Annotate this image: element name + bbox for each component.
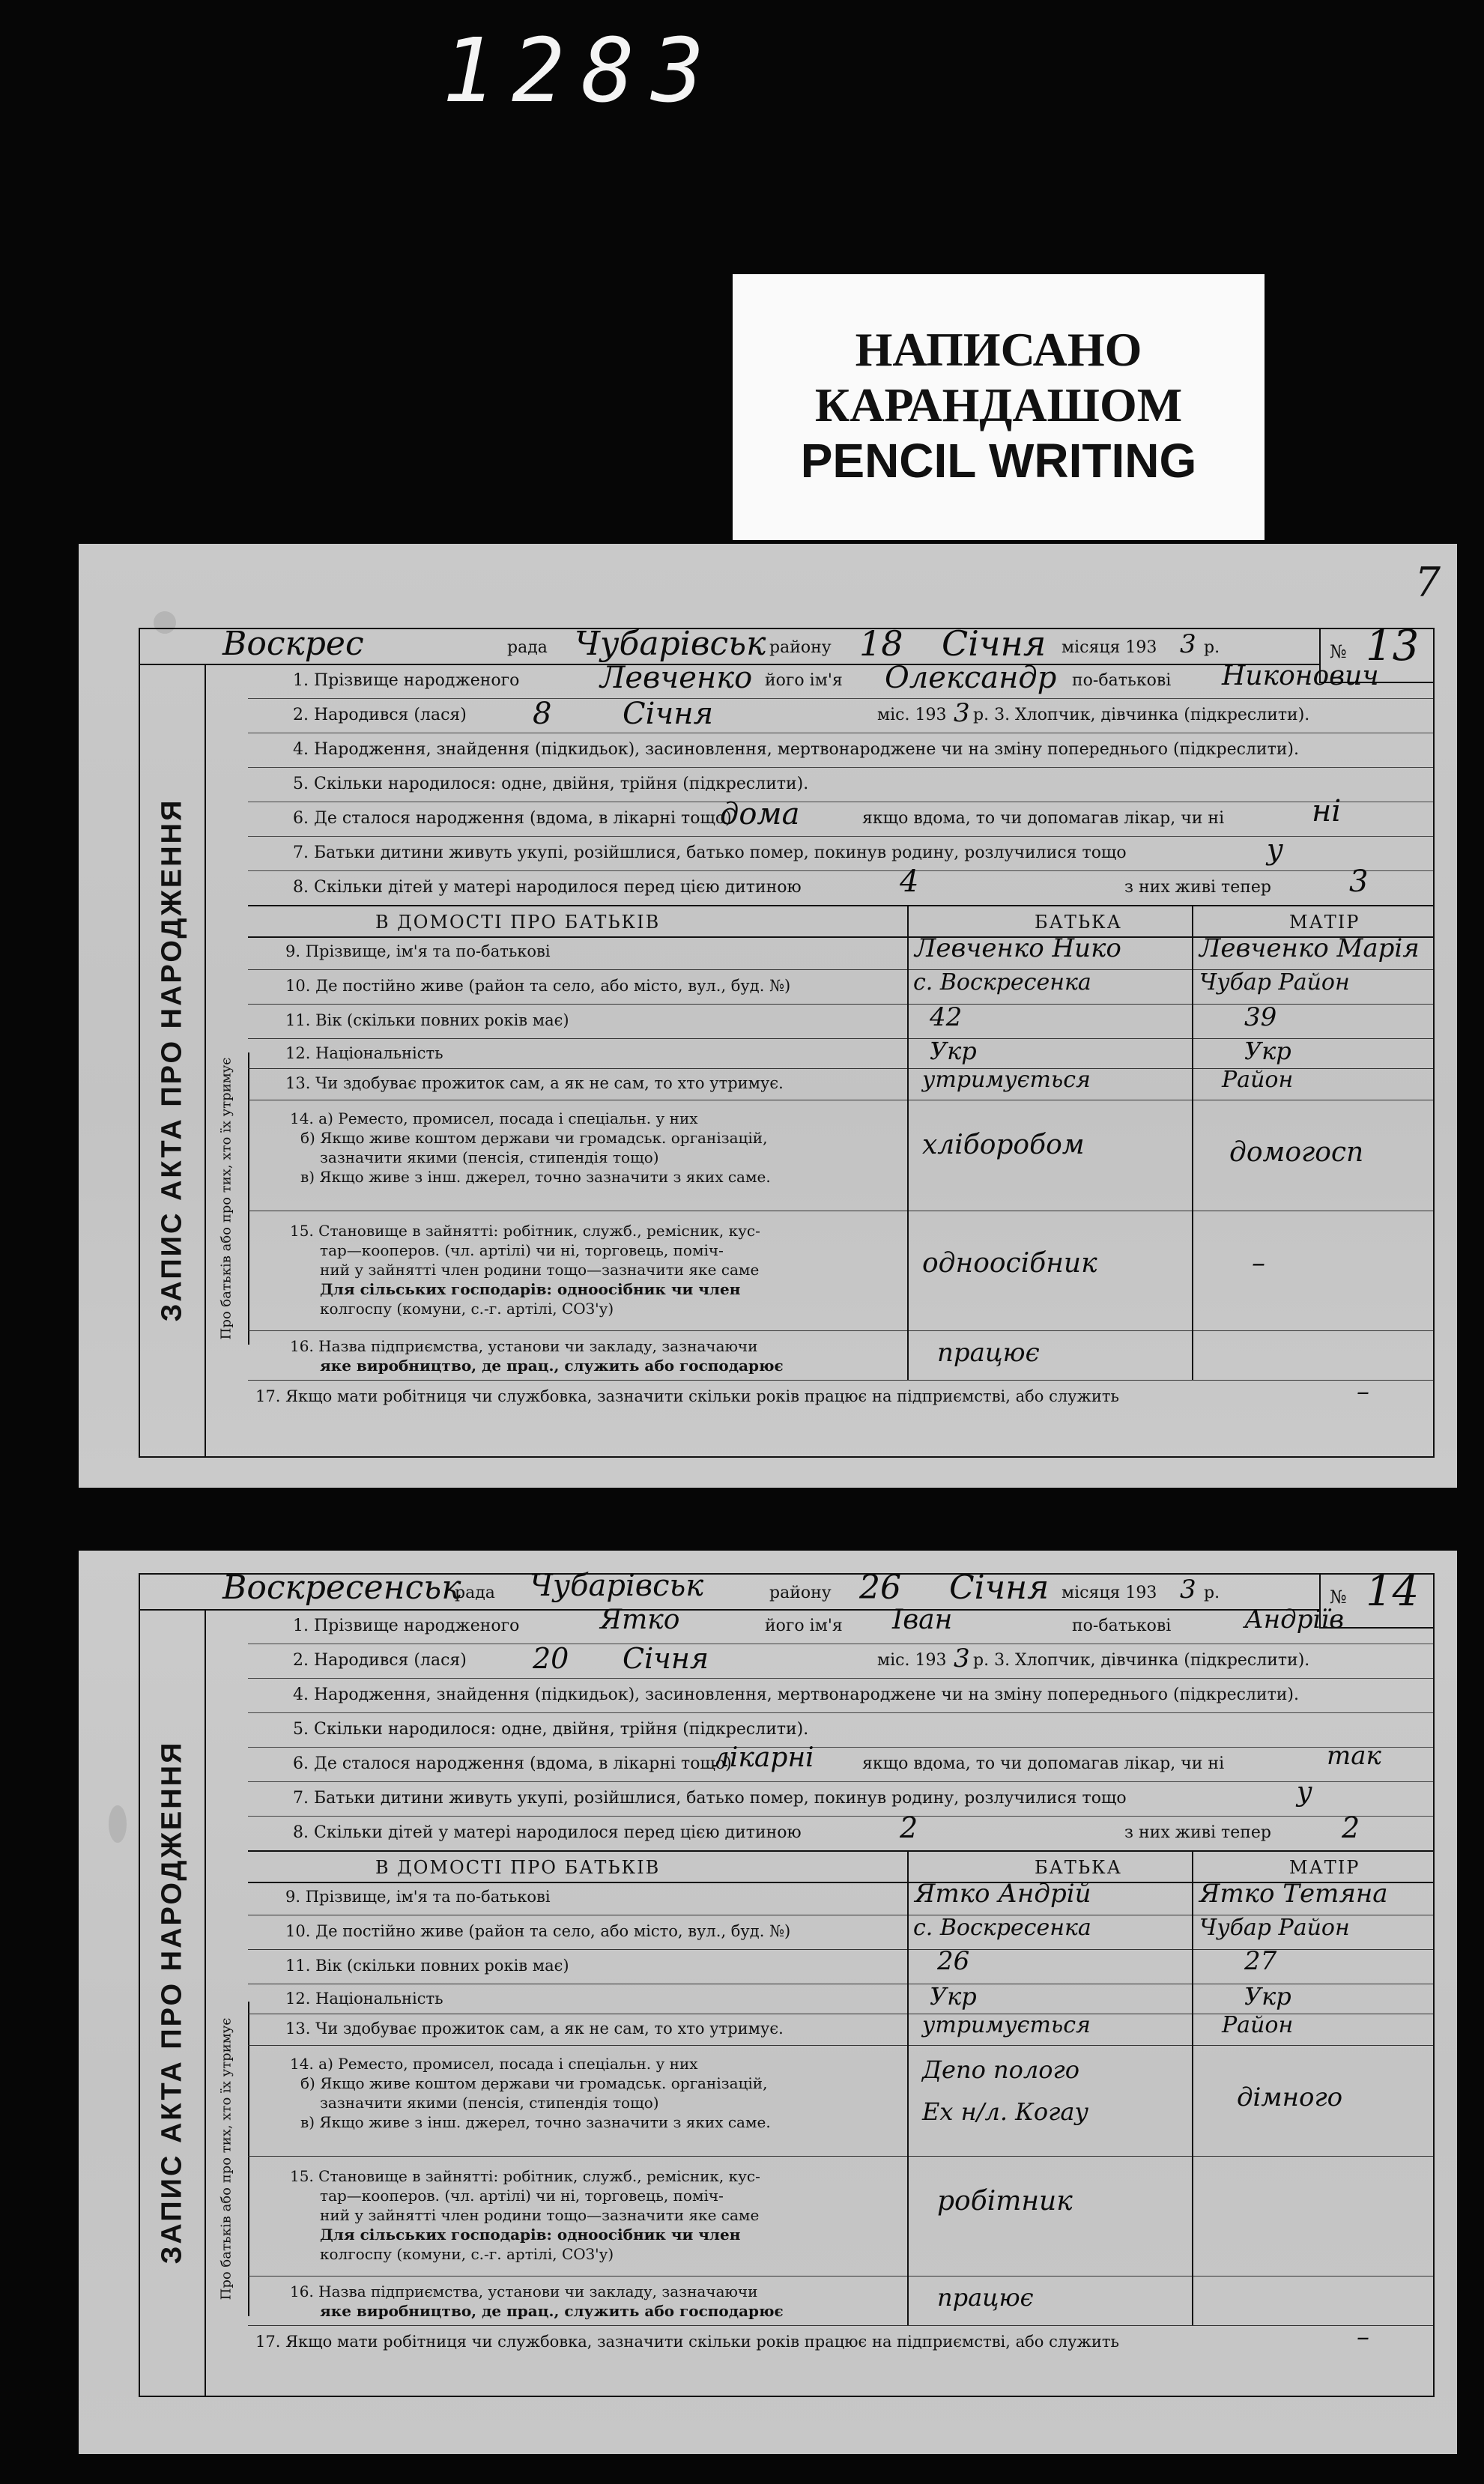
mother-name: Ятко Тетяна [1199,1879,1388,1909]
birth-record-form-13 [139,622,1435,1458]
raion-value: Чубарівськ [530,1569,704,1603]
row-13-label: 13. Чи здобуває прожиток сам, а як не сам, то хто утримує. [285,1074,784,1092]
reg-year-digit: 3 [1180,1575,1196,1605]
born-year-digit: 3 [954,1644,970,1673]
row-12 [248,1984,1433,2014]
record-header [140,1567,1433,1616]
children-alive: 3 [1349,864,1369,899]
row-15c: ний у зайнятті член родини тощо—зазначити яке саме [320,1261,760,1279]
col-divider [907,1068,909,1100]
child-patronymic: Андріїв [1244,1605,1344,1635]
line-4-label: 4. Народження, знайдення (підкидьок), засиновлення, мертвонароджене чи на зміну попереднього (підкреслити). [293,1685,1299,1704]
line-7-label: 7. Батьки дитини живуть укупі, розійшлися, батько помер, покинув родину, розлучилися тощо [293,1789,1127,1808]
row-16a: 16. Назва підприємства, установи чи закладу, зазначаючи [290,1337,758,1355]
mother-header: МАТІР [1289,1857,1360,1878]
born-day: 20 [533,1642,569,1675]
line-6-label: 6. Де сталося народження (вдома, в лікарні тощо) [293,1754,732,1773]
row-15 [248,2156,1433,2277]
line-5-label: 5. Скільки народилося: одне, двійня, трійня (підкреслити). [293,775,809,793]
col-divider [907,2045,909,2156]
side-title [140,664,206,1456]
mother-occupation: дімного [1237,2082,1343,2112]
line-6 [248,794,1433,837]
pencil-writing-stamp [733,274,1265,540]
col-divider [1192,1880,1193,1915]
frame-number: 1283 [442,19,721,122]
birth-record-sheet-top [79,544,1457,1488]
row-17 [248,2322,1433,2355]
mother-column-divider [1192,906,1193,936]
reg-month: Січня [949,1569,1050,1607]
row-9-label: 9. Прізвище, ім'я та по-батькові [285,1888,551,1906]
record-number: 14 [1366,1567,1420,1616]
row-13 [248,1068,1433,1100]
born-year-digit: 3 [954,698,970,728]
born-month: Січня [623,697,714,731]
row-12-label: 12. Національність [285,1990,443,2008]
line-8-label: 8. Скільки дітей у матері народилося перед цією дитиною [293,878,802,897]
line-5 [248,1712,1433,1748]
father-name: Левченко Нико [915,933,1121,963]
record-number: 13 [1366,622,1420,670]
born-day: 8 [533,697,552,731]
mother-status: – [1252,1248,1265,1279]
col-divider [907,1100,909,1211]
row-11-label: 11. Вік (скільки повних років має) [285,1011,569,1029]
month-label: місяця 193 [1061,638,1157,657]
row-14-labels [290,1109,771,1187]
line-2 [248,1644,1433,1679]
mother-address: Чубар Район [1199,969,1350,996]
col-divider [1192,1068,1193,1100]
line-2-mis: міс. 193 [877,1651,947,1670]
reg-year-digit: 3 [1180,629,1196,659]
row-9-label: 9. Прізвище, ім'я та по-батькові [285,942,551,960]
col-divider [1192,935,1193,969]
row-14a: 14. а) Реместо, промисел, посада і спеціальн. у них [290,2055,698,2073]
line-1-patr-label: по-батькові [1072,1617,1172,1635]
mother-name: Левченко Марія [1199,933,1420,963]
father-column-divider [907,906,909,936]
year-suffix: р. [1204,1584,1220,1602]
raion-label: району [769,1584,832,1602]
side-subtitle [205,2002,249,2316]
row-16 [248,2276,1433,2326]
col-divider [907,1004,909,1038]
reg-month: Січня [942,623,1047,664]
row-14 [248,1100,1433,1211]
section-title: В ДОМОСТІ ПРО БАТЬКІВ [375,912,661,933]
side-title [140,1609,206,2396]
line-6-tail: якщо вдома, то чи допомагав лікар, чи ні [862,809,1225,828]
line-5 [248,767,1433,802]
line-8 [248,864,1433,906]
col-divider [1192,1330,1193,1380]
col-divider [907,1949,909,1984]
col-divider [907,1038,909,1068]
row-10-label: 10. Де постійно живе (район та село, або місто, вул., буд. №) [285,1922,791,1940]
record-header [140,622,1433,670]
row-15e: колгоспу (комуни, с.-г. артілі, СОЗ'у) [320,1300,614,1318]
line-8-tail: з них живі тепер [1124,1823,1271,1842]
row-17-label: 17. Якщо мати робітниця чи службовка, зазначити скільки років працює на підприємстві, або служить [255,1387,1119,1405]
mother-nationality: Укр [1244,1982,1291,2011]
row-12 [248,1038,1433,1069]
child-name: Іван [892,1605,953,1635]
mother-address: Чубар Район [1199,1915,1350,1941]
col-divider [907,1915,909,1949]
doctor-answer: так [1327,1741,1381,1771]
birth-place: дома [720,797,800,831]
row-15d: Для сільських господарів: одноосібник чи член [320,1280,741,1298]
parents-answer: у [1267,833,1284,866]
line-2-tail: р. 3. Хлопчик, дівчинка (підкреслити). [973,706,1310,724]
year-suffix: р. [1204,638,1220,657]
row-14b: б) Якщо живе коштом держави чи громадськ. організацій, [300,1129,768,1147]
side-subtitle-text: Про батьків або про тих, хто їх утримує [218,1057,234,1340]
side-subtitle-text: Про батьків або про тих, хто їх утримує [218,2017,234,2300]
father-status: одноосібник [922,1248,1097,1279]
row-15e: колгоспу (комуни, с.-г. артілі, СОЗ'у) [320,2245,614,2263]
mother-support: Район [1222,1067,1294,1093]
row-14b2: зазначити якими (пенсія, стипендія тощо) [320,1148,659,1166]
col-divider [907,935,909,969]
line-2-label: 2. Народився (лася) [293,706,467,724]
col-divider [907,969,909,1004]
birth-record-form-14 [139,1567,1435,2397]
row-13-label: 13. Чи здобуває прожиток сам, а як не сам, то хто утримує. [285,2020,784,2038]
row-10 [248,969,1433,1005]
col-divider [1192,2014,1193,2045]
mother-age: 39 [1244,1002,1277,1032]
line-2-tail: р. 3. Хлопчик, дівчинка (підкреслити). [973,1651,1310,1670]
row-14c: в) Якщо живе з інш. джерел, точно зазначити з яких саме. [300,2113,771,2131]
born-month: Січня [623,1642,709,1675]
row-13 [248,2014,1433,2046]
rada-label: рада [455,1584,495,1602]
line-8-label: 8. Скільки дітей у матері народилося перед цією дитиною [293,1823,802,1842]
parents-answer: у [1297,1777,1312,1808]
row-10-label: 10. Де постійно живе (район та село, або місто, вул., буд. №) [285,977,791,995]
line-5-label: 5. Скільки народилося: одне, двійня, трійня (підкреслити). [293,1720,809,1739]
child-patronymic: Никонович [1222,661,1379,691]
row-16a: 16. Назва підприємства, установи чи закладу, зазначаючи [290,2282,758,2300]
father-age: 42 [930,1002,963,1032]
line-2-label: 2. Народився (лася) [293,1651,467,1670]
children-before: 4 [900,864,919,899]
father-support: утримується [922,2012,1091,2038]
row-11-label: 11. Вік (скільки повних років має) [285,1957,569,1975]
col-divider [1192,1949,1193,1984]
rada-label: рада [507,638,548,657]
col-divider [1192,1915,1193,1949]
side-subtitle [205,1052,249,1345]
line-1-label: 1. Прізвище народженого [293,1617,520,1635]
line-7 [248,833,1433,871]
raion-label: району [769,638,832,657]
section-title: В ДОМОСТІ ПРО БАТЬКІВ [375,1857,661,1878]
row-15a: 15. Становище в зайнятті: робітник, служб., ремісник, кус- [290,2167,760,2185]
line-6-label: 6. Де сталося народження (вдома, в лікарні тощо) [293,809,732,828]
month-label: місяця 193 [1061,1584,1157,1602]
row-14c: в) Якщо живе з інш. джерел, точно зазначити з яких саме. [300,1168,771,1186]
side-title-text: ЗАПИС АКТА ПРО НАРОДЖЕННЯ [156,1740,188,2265]
mother-age: 27 [1244,1946,1277,1976]
mother-support: Район [1222,2012,1294,2038]
line-4 [248,733,1433,768]
line-1-patr-label: по-батькові [1072,671,1172,690]
side-title-text: ЗАПИС АКТА ПРО НАРОДЖЕННЯ [156,798,188,1322]
col-divider [1192,1100,1193,1211]
reg-day: 18 [859,623,903,664]
line-2 [248,698,1433,733]
col-divider [907,2156,909,2276]
father-age: 26 [937,1946,970,1976]
paper-stain [109,1805,127,1843]
birth-place: лікарні [712,1742,814,1773]
stamp-line-2: КАРАНДАШОМ [814,378,1183,431]
row-9 [248,1880,1433,1915]
col-divider [907,1984,909,2014]
number-label: № [1330,1587,1347,1608]
row-15b: тар—кооперов. (чл. артілі) чи ні, торговець, поміч- [320,2187,724,2205]
father-nationality: Укр [930,1982,977,2011]
line-4-label: 4. Народження, знайдення (підкидьок), засиновлення, мертвонароджене чи на зміну попереднього (підкреслити). [293,740,1299,759]
col-divider [907,2014,909,2045]
row-16-labels [290,1336,784,1375]
row-9 [248,935,1433,970]
row-14 [248,2045,1433,2157]
father-header: БАТЬКА [1035,1857,1122,1878]
row-16b: яке виробництво, де прац., служить або господарює [320,1357,784,1375]
line-2-mis: міс. 193 [877,706,947,724]
row-11 [248,1004,1433,1039]
row-15b: тар—кооперов. (чл. артілі) чи ні, торговець, поміч- [320,1241,724,1259]
row-14b2: зазначити якими (пенсія, стипендія тощо) [320,2094,659,2112]
stamp-line-3: PENCIL WRITING [800,434,1197,488]
mother-occupation: домогосп [1229,1137,1364,1168]
sheet-number: 7 [1414,559,1441,606]
father-header: БАТЬКА [1035,912,1122,933]
birth-record-sheet-bottom [79,1551,1457,2454]
row-10 [248,1915,1433,1950]
row-14b: б) Якщо живе коштом держави чи громадськ. організацій, [300,2074,768,2092]
col-divider [1192,1004,1193,1038]
child-surname: Ятко [600,1605,680,1635]
col-divider [1192,2276,1193,2325]
line-8-tail: з них живі тепер [1124,878,1271,897]
row-15-labels [290,2166,760,2264]
col-divider [1192,969,1193,1004]
father-nationality: Укр [930,1037,977,1065]
father-address: с. Воскресенка [913,1915,1091,1941]
row-14-labels [290,2054,771,2132]
col-divider [907,1330,909,1380]
row-11 [248,1946,1433,1984]
doctor-answer: ні [1312,794,1342,828]
col-divider [907,1211,909,1330]
line-1 [248,661,1433,699]
line-4 [248,1678,1433,1713]
line-6-tail: якщо вдома, то чи допомагав лікар, чи ні [862,1754,1225,1773]
raion-value: Чубарівськ [575,625,766,663]
child-name: Олександр [885,661,1057,695]
col-divider [1192,1211,1193,1330]
father-status: робітник [937,2186,1073,2217]
row-12-label: 12. Національність [285,1044,443,1062]
row-17 [248,1377,1433,1410]
line-1-label: 1. Прізвище народженого [293,671,520,690]
col-divider [907,2276,909,2325]
father-occupation-2: Ех н/л. Когау [922,2097,1088,2126]
line-1-name-label: його ім'я [765,671,843,690]
row-16b: яке виробництво, де прац., служить або господарює [320,2302,784,2320]
row-15d: Для сільських господарів: одноосібник чи член [320,2226,741,2244]
line-7-label: 7. Батьки дитини живуть укупі, розійшлися, батько помер, покинув родину, розлучилися тощо [293,843,1127,862]
father-support: утримується [922,1067,1091,1093]
col-divider [1192,2045,1193,2156]
col-divider [1192,1038,1193,1068]
stamp-line-1: НАПИСАНО [855,323,1142,376]
line-1-name-label: його ім'я [765,1617,843,1635]
line-6 [248,1741,1433,1782]
row-17-answer: – [1357,1377,1369,1407]
children-before: 2 [900,1811,918,1844]
father-name: Ятко Андрій [915,1879,1091,1909]
row-15a: 15. Становище в зайнятті: робітник, служб., ремісник, кус- [290,1222,760,1240]
row-15 [248,1211,1433,1331]
father-workplace: працює [937,2283,1034,2312]
mother-nationality: Укр [1244,1037,1291,1065]
rada-value: Воскрес [222,625,364,663]
col-divider [1192,2156,1193,2276]
line-8 [248,1811,1433,1851]
mother-header: МАТІР [1289,912,1360,933]
father-column-divider [907,1852,909,1882]
father-workplace: працює [937,1338,1040,1368]
mother-column-divider [1192,1852,1193,1882]
row-17-label: 17. Якщо мати робітниця чи службовка, зазначити скільки років працює на підприємстві, або служить [255,2333,1119,2351]
father-address: с. Воскресенка [913,969,1091,996]
reg-day: 26 [859,1569,901,1607]
row-16-labels [290,2282,784,2321]
father-occupation: хліборобом [922,1130,1085,1160]
number-label: № [1330,641,1347,662]
children-alive: 2 [1342,1811,1360,1844]
col-divider [907,1880,909,1915]
rada-value: Воскресенськ [222,1569,461,1607]
row-17-answer: – [1357,2322,1369,2352]
row-14a: 14. а) Реместо, промисел, посада і спеціальн. у них [290,1109,698,1127]
row-16 [248,1330,1433,1381]
father-occupation-1: Депо полого [922,2056,1079,2084]
child-surname: Левченко [600,661,753,695]
line-1 [248,1605,1433,1644]
row-15-labels [290,1221,760,1318]
col-divider [1192,1984,1193,2014]
row-15c: ний у зайнятті член родини тощо—зазначити яке саме [320,2206,760,2224]
line-7 [248,1777,1433,1817]
